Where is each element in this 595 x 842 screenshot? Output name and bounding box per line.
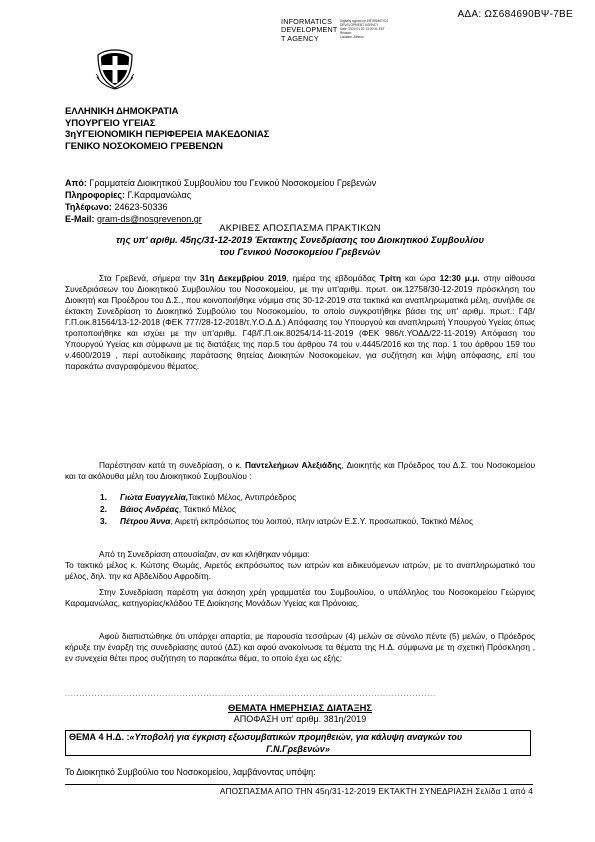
separator-dots: .............................................................................................................................. <box>65 691 437 698</box>
attendance-paragraph: Παρέστησαν κατά τη συνεδρίαση, ο κ. Παντελεήμων Αλεξιάδης, Διοικητής και Πρόεδρος του Δ.Σ. του Νοσοκομείου και τα ακόλουθα μέλη του Διοικητικού Συμβουλίου : <box>65 460 535 481</box>
quorum-paragraph: Αφού διαπιστώθηκε ότι υπάρχει απαρτία, με παρουσία τεσσάρων (4) μελών σε σύνολο πέντε (5) μελών, ο Πρόεδρος κήρυξε την έναρξη της συνεδρίασης αυτού (ΔΣ) και αφού ανακοίνωσε τα θέματα της Η.Δ. σύμφωνα με τη σχετική Πρόσκληση , εν συνεχεία θέτει προς συζήτηση το παρακάτω θέμα, το οποίο έχει ως εξής: <box>65 631 535 663</box>
list-item: 3. Πέτρου Άννα, Αιρετή εκπρόσωπος του λοιπού, πλην ιατρών Ε.Σ.Υ. προσωπικού, Τακτικό Μέλος <box>100 516 474 526</box>
digital-signature-details: Digitally signed by INFORMATICS DEVELOPMENT AGENCY Date: 2020.01.02 13:20:51 EET Reason: Location: Athens <box>340 19 389 39</box>
sender-details: Από: Γραμματεία Διοικητικού Συμβουλίου του Γενικού Νοσοκομείου Γρεβενών Πληροφορίες: Γ.Καραμανώλας Τηλέφωνο: 24623-50336 E-Mail: gram-ds@nosgrevenon.gr <box>65 178 377 224</box>
greek-coat-of-arms-icon <box>93 47 137 91</box>
members-list <box>100 492 532 528</box>
issuer-header: ΕΛΛΗΝΙΚΗ ΔΗΜΟΚΡΑΤΙΑ ΥΠΟΥΡΓΕΙΟ ΥΓΕΙΑΣ 3ηΥΓΕΙΟΝΟΜΙΚΗ ΠΕΡΙΦΕΡΕΙΑ ΜΑΚΕΔΟΝΙΑΣ ΓΕΝΙΚΟ ΝΟΣΟΚΟΜΕΙΟ ΓΡΕΒΕΝΩΝ <box>65 106 270 152</box>
ada-code: ΑΔΑ: ΩΣ684690ΒΨ-7ΒΕ <box>457 9 573 20</box>
secretary-paragraph: Στην Συνεδρίαση παρέστη για άσκηση χρέη γραμματέα του Συμβουλίου, ο υπάλληλος του Νοσοκομείου Γεώργιος Καραμανώλας, κατηγορίας/κλάδου ΤΕ Διοίκησης Μονάδων Υγείας και Πρόνοιας. <box>65 587 535 608</box>
agenda-item-box: ΘΕΜΑ 4 Η.Δ. :«Υποβολή για έγκριση εξωσυμβατικών προμηθειών, για κάλυψη αναγκών του Γ.Ν.Γρεβενών» <box>65 730 531 756</box>
document-subtitle-2: του Γενικού Νοσοκομείου Γρεβενών <box>219 246 381 257</box>
page-footer: ΑΠΟΣΠΑΣΜΑ ΑΠΟ ΤΗΝ 45η/31-12-2019 ΕΚΤΑΚΤΗ ΣΥΝΕΔΡΙΑΣΗ Σελίδα 1 από 4 <box>65 784 533 797</box>
list-item: 2. Βάιος Ανδρέας, Τακτικό Μέλος <box>100 504 236 514</box>
meeting-intro-paragraph: Στα Γρεβενά, σήμερα την 31η Δεκεμβρίου 2019, ημέρα της εβδομάδας Τρίτη και ώρα 12:30 μ.μ. στην αίθουσα Συνεδριάσεων του Διοικητικού Συμβουλίου του Νοσοκομείου, με την υπ'αριθμ. πρωτ. οικ.12758/30-12-2019 πρόσκληση του Διοικητή και Προέδρου του Δ.Σ., που κοινοποιήθηκε νόμιμα στις 30-12-2019 στα τακτικά και αναπληρωματικά μέλη, συνήλθε σε έκτακτη Συνεδρίαση το Διοικητικό Συμβούλιο του Νοσοκομείου, το οποίο συγκροτήθηκε βάσει της υπ' αριθμ. πρωτ.: Γ4β/Γ.Π.οικ.81564/13-12-2018 (ΦΕΚ 777/28-12-2018/τ.Υ.Ο.Δ.Δ.) Απόφασης του Υπουργού και αναπληρωτή Υπουργού Υγείας όπως τροποποιήθηκε και ισχύει με την υπ'αριθμ. Γ4β/Γ.Π.οικ.80254/14-11-2019 (ΦΕΚ 986/τ.ΥΟΔΔ/22-11-2019) Απόφαση του Υπουργού Υγείας και σύμφωνα με τις διατάξεις της παρ.5 του άρθρου 74 του ν.4445/2016 και της παρ. 1 του άρθρου 159 του ν.4600/2019 , περί αυτοδίκαιης παράτασης θητείας Διοικητών Νοσοκομείων, για συζήτηση και λήψη απόφασης, επί του παρακάτω αναγραφόμενου θέματος. <box>65 273 535 371</box>
absence-paragraph: Από τη Συνεδρίαση απουσίαζαν, αν και κλήθηκαν νόμιμα: Το τακτικό μέλος κ. Κώτσης Θωμάς, Αιρετός εκπρόσωπος των ιατρών και ειδικευόμενων ιατρών, με το αναπληρωματικό του μέλος, δηλ. την κα Αβδελίδου Αφροδίτη. <box>65 549 535 581</box>
email-link[interactable]: gram-ds@nosgrevenon.gr <box>97 214 202 224</box>
list-item: 1. Γιώτα Ευαγγελία,Τακτικό Μέλος, Αντιπρόεδρος <box>100 492 297 502</box>
signature-agency-name: INFORMATICS DEVELOPMENT T AGENCY <box>281 17 338 43</box>
document-subtitle: της υπ' αριθμ. 45ης/31-12-2019 Έκτακτης Συνεδρίασης του Διοικητικού Συμβουλίου <box>115 234 485 245</box>
decision-number: ΑΠΟΦΑΣΗ υπ' αριθμ. 381η/2019 <box>233 714 367 724</box>
document-title: ΑΚΡΙΒΕΣ ΑΠΟΣΠΑΣΜΑ ΠΡΑΚΤΙΚΩΝ <box>219 222 381 233</box>
considerations-intro: Το Διοικητικό Συμβούλιο του Νοσοκομείου, λαμβάνοντας υπόψη: <box>65 767 316 777</box>
agenda-title: ΘΕΜΑΤΑ ΗΜΕΡΗΣΙΑΣ ΔΙΑΤΑΞΗΣ <box>227 702 373 713</box>
